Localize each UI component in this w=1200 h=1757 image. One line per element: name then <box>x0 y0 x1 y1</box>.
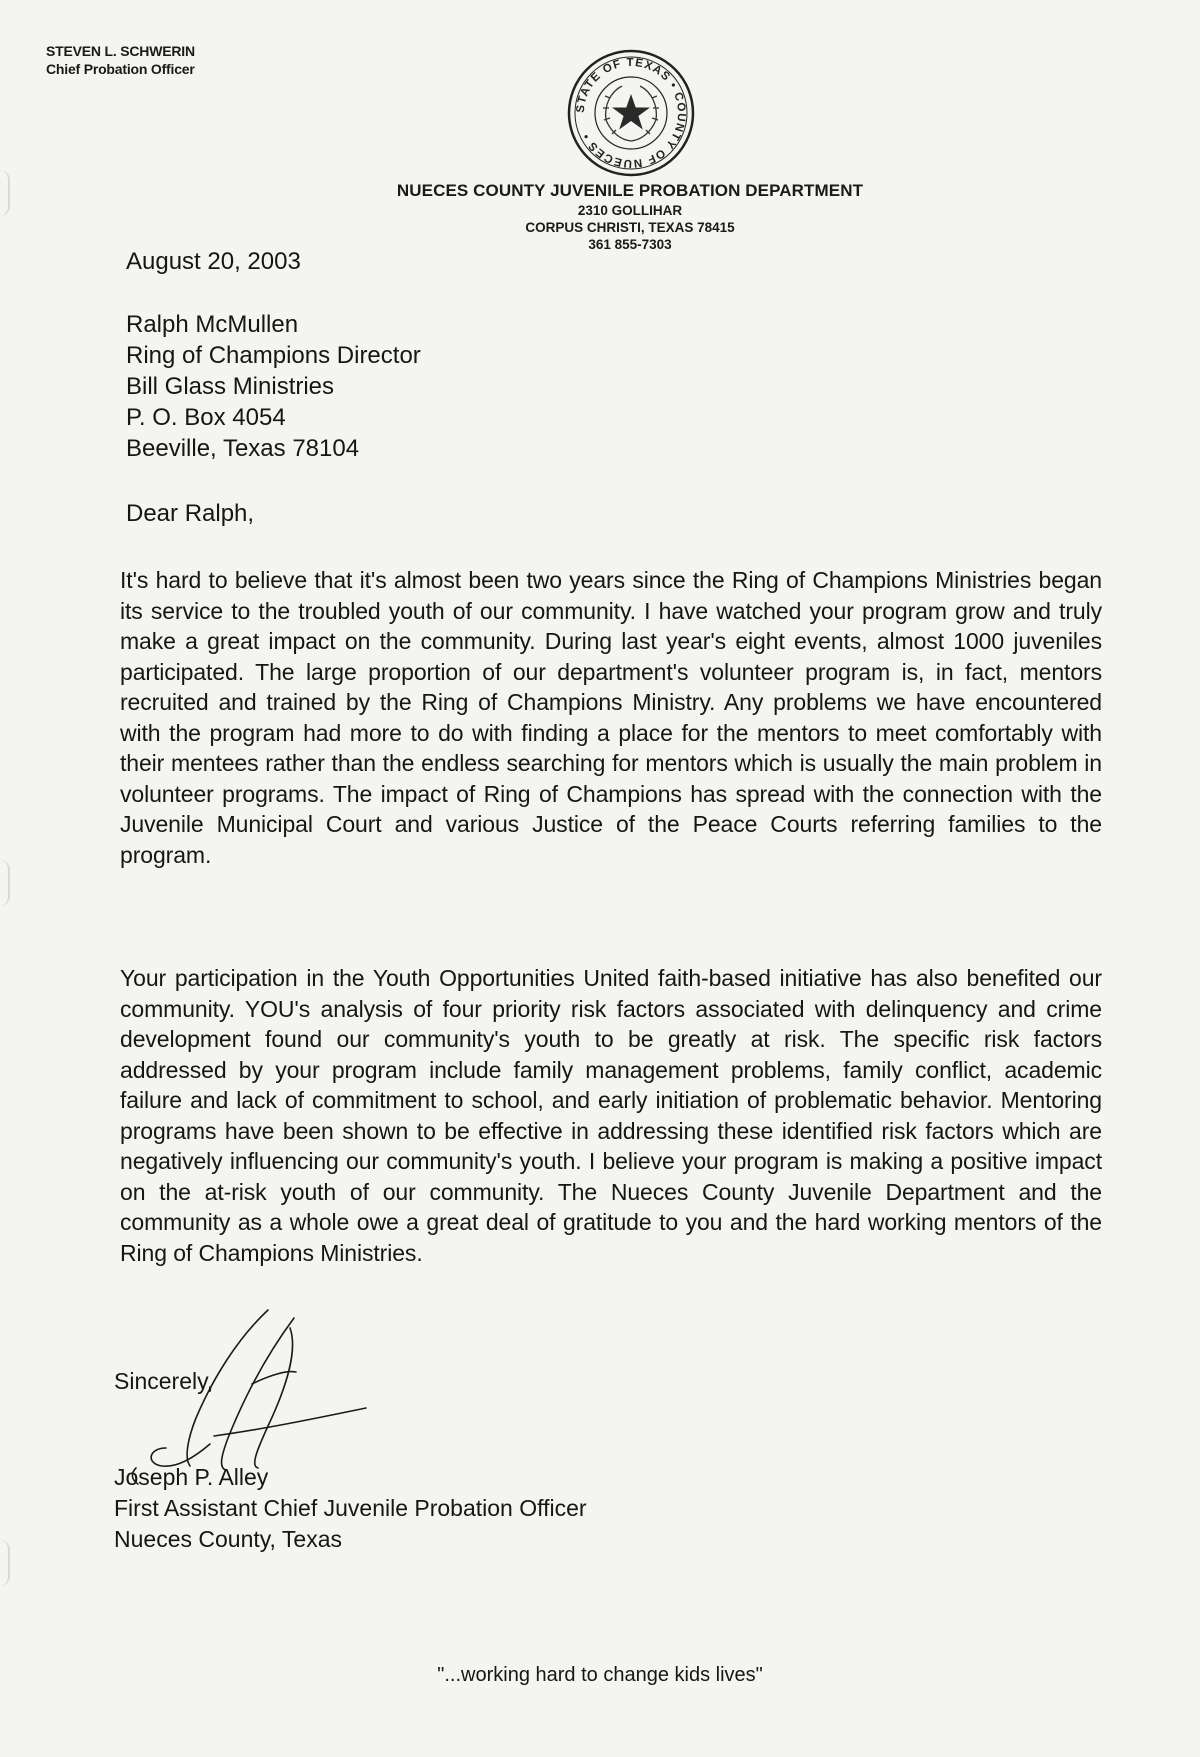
scan-edge-mark <box>0 170 10 216</box>
closing: Sincerely, <box>114 1368 214 1394</box>
signer-location: Nueces County, Texas <box>114 1526 342 1552</box>
salutation: Dear Ralph, <box>126 500 255 527</box>
recipient-address <box>126 309 421 464</box>
officer-name: STEVEN L. SCHWERIN <box>46 43 195 59</box>
recipient-title: Ring of Champions Director <box>126 342 421 369</box>
scan-edge-mark <box>0 860 10 906</box>
department-city: CORPUS CHRISTI, TEXAS 78415 <box>525 220 735 235</box>
seal-text: STATE OF TEXAS • COUNTY OF NUECES • <box>574 56 688 170</box>
county-seal-icon <box>566 48 696 178</box>
department-phone: 361 855-7303 <box>588 237 672 252</box>
scan-edge-mark <box>0 1540 10 1586</box>
footer-motto: "...working hard to change kids lives" <box>437 1664 763 1686</box>
letter-date: August 20, 2003 <box>126 248 301 275</box>
recipient-city: Beeville, Texas 78104 <box>126 435 360 462</box>
department-name: NUECES COUNTY JUVENILE PROBATION DEPARTMENT <box>396 181 864 200</box>
signer-block <box>114 1462 587 1555</box>
body-paragraph-2: Your participation in the Youth Opportunities United faith-based initiative has also benefited our community. YOU's analysis of four priority risk factors associated with delinquency and crime development found our community's youth to be greatly at risk. The specific risk factors addressed by your program include family management problems, family conflict, academic failure and lack of commitment to school, and early initiation of problematic behavior. Mentoring programs have been shown to be effective in addressing these identified risk factors which are negatively influencing our community's youth. I believe your program is making a positive impact on the at-risk youth of our community. The Nueces County Juvenile Department and the community as a whole owe a great deal of gratitude to you and the hard working mentors of the Ring of Champions Ministries. <box>120 965 1102 1266</box>
signer-name: Joseph P. Alley <box>114 1464 269 1490</box>
body-paragraph-1: It's hard to believe that it's almost been two years since the Ring of Champions Ministries began its service to the troubled youth of our community. I have watched your program grow and truly make a great impact on the community. During last year's eight events, almost 1000 juveniles participated. The large proportion of our department's volunteer program is, in fact, mentors recruited and trained by the Ring of Champions Ministry. Any problems we have encountered with the program had more to do with finding a place for the mentors to meet comfortably with their mentees rather than the endless searching for mentors which is usually the main problem in volunteer programs. The impact of Ring of Champions has spread with the connection with the Juvenile Municipal Court and various Justice of the Peace Courts referring families to the program. <box>120 567 1102 868</box>
recipient-po-box: P. O. Box 4054 <box>126 404 286 431</box>
letterhead-officer <box>46 42 195 78</box>
signer-title: First Assistant Chief Juvenile Probation Officer <box>114 1495 587 1521</box>
department-street: 2310 GOLLIHAR <box>577 203 683 218</box>
recipient-organization: Bill Glass Ministries <box>126 373 335 400</box>
star-seal-icon <box>612 94 650 130</box>
officer-title: Chief Probation Officer <box>46 61 195 77</box>
recipient-name: Ralph McMullen <box>126 311 299 338</box>
department-header <box>300 180 960 253</box>
